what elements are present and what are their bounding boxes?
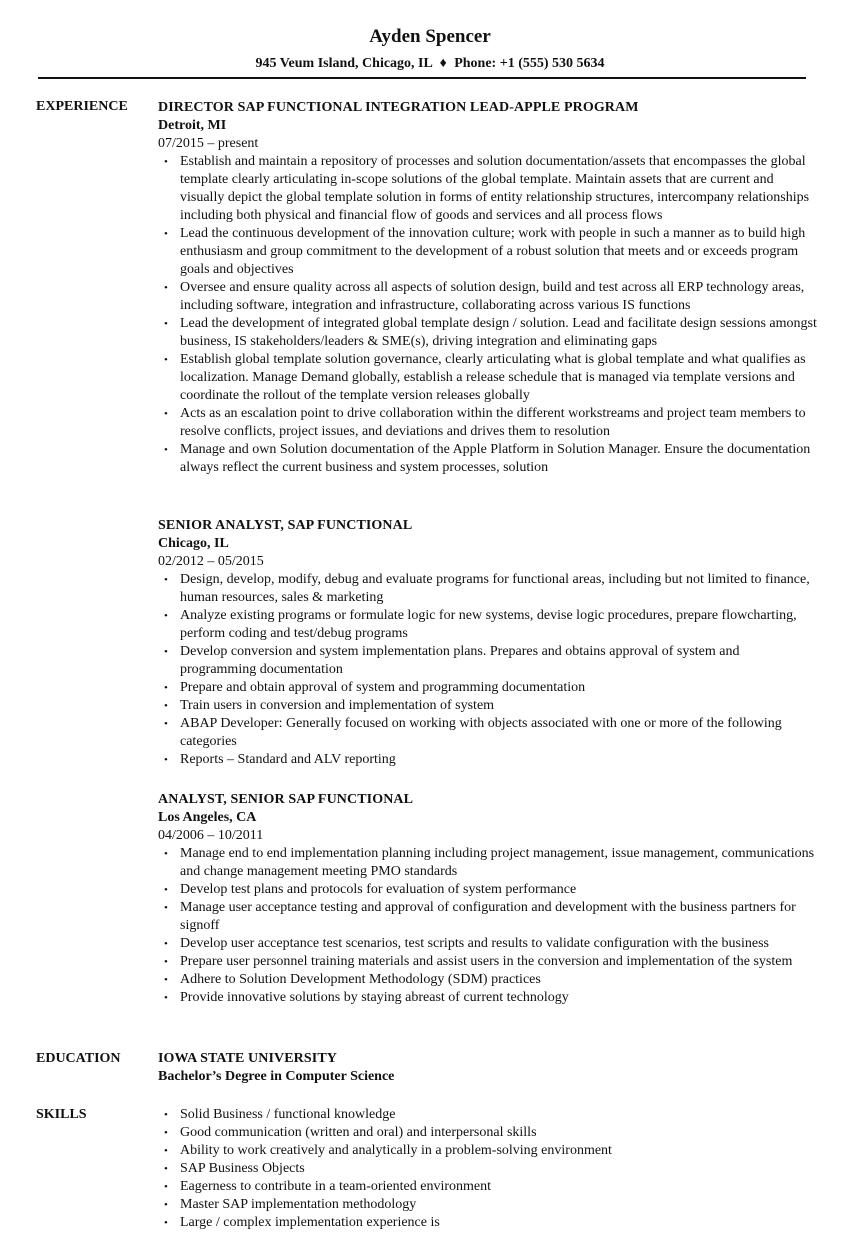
bullet-icon: • <box>164 992 168 1004</box>
skill-text: Eagerness to contribute in a team-oriented environment <box>180 1179 492 1194</box>
school-name: IOWA STATE UNIVERSITY <box>158 1051 337 1066</box>
bullet-text: Design, develop, modify, debug and evaluate programs for functional areas, including but not limited to finance, human resources, sales & marketing <box>180 572 810 605</box>
job-location: Chicago, IL <box>158 536 229 551</box>
bullet-icon: • <box>164 1127 168 1139</box>
bullet-icon: • <box>164 956 168 968</box>
list-item <box>158 953 818 971</box>
list-item <box>158 225 818 279</box>
bullet-icon: • <box>164 1145 168 1157</box>
bullet-icon: • <box>164 884 168 896</box>
contact-line <box>0 55 860 73</box>
skills-body <box>158 1106 818 1232</box>
job-title: DIRECTOR SAP FUNCTIONAL INTEGRATION LEAD-APPLE PROGRAM <box>158 100 639 115</box>
list-item <box>158 1178 818 1196</box>
phone: Phone: +1 (555) 530 5634 <box>454 56 605 71</box>
list-item <box>158 153 818 225</box>
job-title: ANALYST, SENIOR SAP FUNCTIONAL <box>158 792 414 807</box>
list-item <box>158 679 818 697</box>
candidate-name: Ayden Spencer <box>369 26 491 47</box>
bullet-text: Prepare user personnel training materials and assist users in the conversion and implementation of the system <box>180 954 793 969</box>
bullet-icon: • <box>164 974 168 986</box>
bullet-icon: • <box>164 1163 168 1175</box>
education-body <box>158 1050 818 1086</box>
list-item <box>158 1142 818 1160</box>
skill-text: Ability to work creatively and analytically in a problem-solving environment <box>180 1143 612 1158</box>
list-item <box>158 1214 818 1232</box>
list-item <box>158 351 818 405</box>
list-item <box>158 405 818 441</box>
section-title-skills: SKILLS <box>36 1107 87 1122</box>
list-item <box>158 935 818 953</box>
bullet-icon: • <box>164 1109 168 1121</box>
resume-header <box>0 24 860 73</box>
bullet-icon: • <box>164 902 168 914</box>
skill-text: Master SAP implementation methodology <box>180 1197 417 1212</box>
list-item <box>158 697 818 715</box>
job-entry <box>158 791 818 1007</box>
bullet-icon: • <box>164 610 168 622</box>
job-entry <box>158 99 818 477</box>
bullet-text: Analyze existing programs or formulate logic for new systems, devise logic procedures, prepare flowcharting, perform coding and test/debug programs <box>180 608 797 641</box>
degree: Bachelor’s Degree in Computer Science <box>158 1069 395 1084</box>
list-item <box>158 571 818 607</box>
bullet-text: Lead the development of integrated global template design / solution. Lead and facilitate design sessions amongst business, IS stakeholders/leaders & SME(s), driving integration and eliminating gaps <box>180 316 817 349</box>
list-item <box>158 315 818 351</box>
bullet-icon: • <box>164 282 168 294</box>
bullet-text: Oversee and ensure quality across all aspects of solution design, build and test across all ERP technology areas, including software, integration and infrastructure, collaborating across various IS functions <box>180 280 805 313</box>
section-title-experience: EXPERIENCE <box>36 99 128 114</box>
list-item <box>158 845 818 881</box>
bullet-icon: • <box>164 754 168 766</box>
skill-text: Large / complex implementation experience is <box>180 1215 440 1230</box>
bullet-text: Reports – Standard and ALV reporting <box>180 752 396 767</box>
list-item <box>158 1124 818 1142</box>
bullet-icon: • <box>164 228 168 240</box>
bullet-text: Prepare and obtain approval of system and programming documentation <box>180 680 586 695</box>
skill-text: SAP Business Objects <box>180 1161 305 1176</box>
skill-text: Solid Business / functional knowledge <box>180 1107 396 1122</box>
list-item <box>158 1196 818 1214</box>
bullet-icon: • <box>164 1217 168 1229</box>
job-bullets <box>158 845 818 1007</box>
job-dates: 02/2012 – 05/2015 <box>158 554 264 569</box>
list-item <box>158 607 818 643</box>
job-entry <box>158 517 818 769</box>
bullet-text: Manage and own Solution documentation of the Apple Platform in Solution Manager. Ensure the documentation always reflect the current business and system processes, solution <box>180 442 811 475</box>
bullet-text: Adhere to Solution Development Methodology (SDM) practices <box>180 972 541 987</box>
bullet-icon: • <box>164 700 168 712</box>
list-item <box>158 279 818 315</box>
list-item <box>158 881 818 899</box>
bullet-text: Establish and maintain a repository of processes and solution documentation/assets that encompasses the global template clearly articulating in-scope solutions of the global template. Maintain assets that are current and visually depict the global template solution in forms of entity relationship structures, intercompany relationships including both physical and financial flow of goods and services and all process flows <box>180 154 810 223</box>
bullet-text: Manage end to end implementation planning including project management, issue management, communications and change management meeting PMO standards <box>180 846 815 879</box>
list-item <box>158 899 818 935</box>
list-item <box>158 441 818 477</box>
header-divider <box>38 77 806 79</box>
bullet-text: Establish global template solution governance, clearly articulating what is global template and what qualifies as localization. Manage Demand globally, establish a release schedule that is managed via template versions and coordinate the rollout of the template version releases globally <box>180 352 806 403</box>
section-title-education: EDUCATION <box>36 1051 121 1066</box>
list-item <box>158 751 818 769</box>
bullet-icon: • <box>164 408 168 420</box>
bullet-text: Train users in conversion and implementation of system <box>180 698 495 713</box>
bullet-text: Lead the continuous development of the innovation culture; work with people in such a manner as to build high enthusiasm and group commitment to the development of a robust solution that meets and or exceeds program goals and objectives <box>180 226 806 277</box>
bullet-icon: • <box>164 1199 168 1211</box>
bullet-icon: • <box>164 444 168 456</box>
bullet-icon: • <box>164 848 168 860</box>
list-item <box>158 715 818 751</box>
bullet-text: Develop user acceptance test scenarios, test scripts and results to validate configuration with the business <box>180 936 769 951</box>
list-item <box>158 643 818 679</box>
skills-list <box>158 1106 818 1232</box>
list-item <box>158 989 818 1007</box>
bullet-text: Provide innovative solutions by staying abreast of current technology <box>180 990 569 1005</box>
bullet-text: Acts as an escalation point to drive collaboration within the different workstreams and project team members to resolve conflicts, project issues, and deviations and drives them to resolution <box>180 406 806 439</box>
bullet-text: ABAP Developer: Generally focused on working with objects associated with one or more of the following categories <box>180 716 782 749</box>
bullet-icon: • <box>164 156 168 168</box>
diamond-separator-icon: ♦ <box>439 56 447 71</box>
job-dates: 04/2006 – 10/2011 <box>158 828 264 843</box>
bullet-text: Manage user acceptance testing and approval of configuration and development with the business partners for signoff <box>180 900 796 933</box>
bullet-icon: • <box>164 718 168 730</box>
bullet-icon: • <box>164 646 168 658</box>
job-dates: 07/2015 – present <box>158 136 259 151</box>
job-title: SENIOR ANALYST, SAP FUNCTIONAL <box>158 518 413 533</box>
list-item <box>158 1160 818 1178</box>
list-item <box>158 971 818 989</box>
address: 945 Veum Island, Chicago, IL <box>255 56 433 71</box>
job-bullets <box>158 571 818 769</box>
bullet-icon: • <box>164 938 168 950</box>
bullet-icon: • <box>164 318 168 330</box>
job-bullets <box>158 153 818 477</box>
bullet-text: Develop conversion and system implementation plans. Prepares and obtains approval of system and programming documentation <box>180 644 740 677</box>
bullet-icon: • <box>164 682 168 694</box>
job-location: Detroit, MI <box>158 118 227 133</box>
bullet-icon: • <box>164 354 168 366</box>
bullet-icon: • <box>164 574 168 586</box>
list-item <box>158 1106 818 1124</box>
bullet-icon: • <box>164 1181 168 1193</box>
job-location: Los Angeles, CA <box>158 810 257 825</box>
skill-text: Good communication (written and oral) and interpersonal skills <box>180 1125 537 1140</box>
bullet-text: Develop test plans and protocols for evaluation of system performance <box>180 882 577 897</box>
